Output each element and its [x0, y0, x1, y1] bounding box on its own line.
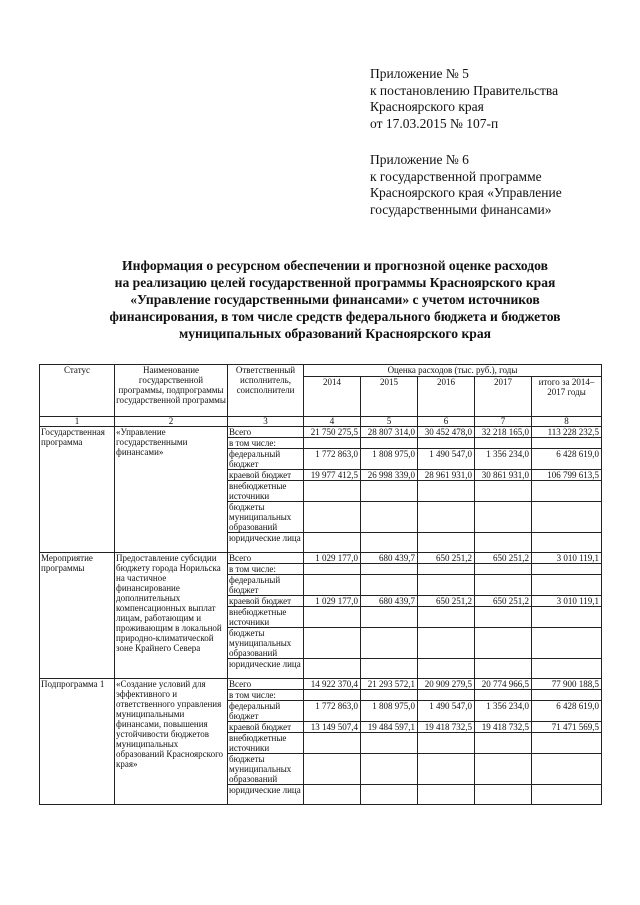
year-value-cell [418, 564, 475, 575]
year-value-cell [475, 564, 532, 575]
funding-source-label: Всего [228, 427, 304, 438]
year-value-cell [475, 754, 532, 785]
year-value-cell: 650 251,2 [418, 553, 475, 564]
funding-source-label: краевой бюджет [228, 722, 304, 733]
year-value-cell [361, 438, 418, 449]
year-value-cell [361, 690, 418, 701]
funding-source-label: юридические лица [228, 785, 304, 805]
year-value-cell: 28 961 931,0 [418, 470, 475, 481]
total-cell [532, 533, 602, 553]
year-value-cell [361, 754, 418, 785]
year-value-cell [304, 690, 361, 701]
year-value-cell [361, 481, 418, 502]
column-number: 2 [115, 417, 228, 427]
header-name: Наименование государственной программы, подпрограммы государственной программы [115, 365, 228, 417]
appendix-5-header [370, 66, 558, 132]
year-value-cell: 19 977 412,5 [304, 470, 361, 481]
total-cell: 71 471 569,5 [532, 722, 602, 733]
funding-source-label: внебюджетные источники [228, 481, 304, 502]
year-value-cell: 1 808 975,0 [361, 701, 418, 722]
year-value-cell [418, 690, 475, 701]
group-status: Подпрограмма 1 [40, 679, 115, 805]
year-value-cell: 680 439,7 [361, 596, 418, 607]
header-status: Статус [40, 365, 115, 417]
year-value-cell: 1 772 863,0 [304, 449, 361, 470]
year-value-cell [304, 438, 361, 449]
year-value-cell [418, 502, 475, 533]
year-value-cell: 19 484 597,1 [361, 722, 418, 733]
year-value-cell [475, 533, 532, 553]
year-value-cell: 1 490 547,0 [418, 701, 475, 722]
funding-source-label: в том числе: [228, 438, 304, 449]
year-value-cell [304, 533, 361, 553]
funding-source-label: федеральный бюджет [228, 449, 304, 470]
year-value-cell [418, 533, 475, 553]
header-year: 2014 [304, 377, 361, 417]
funding-source-label: юридические лица [228, 659, 304, 679]
header-year: 2016 [418, 377, 475, 417]
funding-source-label: внебюджетные источники [228, 607, 304, 628]
year-value-cell [418, 785, 475, 805]
header-estimate: Оценка расходов (тыс. руб.), годы [304, 365, 602, 377]
group-name: «Управление государственными финансами» [115, 427, 228, 553]
year-value-cell: 1 356 234,0 [475, 701, 532, 722]
year-value-cell: 14 922 370,4 [304, 679, 361, 690]
total-cell [532, 785, 602, 805]
year-value-cell [304, 607, 361, 628]
header-year: 2015 [361, 377, 418, 417]
year-value-cell [475, 628, 532, 659]
year-value-cell [418, 481, 475, 502]
funding-source-label: юридические лица [228, 533, 304, 553]
header-total: итого за 2014–2017 годы [532, 377, 602, 417]
year-value-cell: 1 029 177,0 [304, 553, 361, 564]
year-value-cell: 28 807 314,0 [361, 427, 418, 438]
year-value-cell [304, 575, 361, 596]
header-responsible: Ответственный исполнитель, соисполнители [228, 365, 304, 417]
year-value-cell: 13 149 507,4 [304, 722, 361, 733]
funding-source-label: бюджеты муниципальных образований [228, 628, 304, 659]
year-value-cell [418, 659, 475, 679]
group-status: Государственная программа [40, 427, 115, 553]
total-cell [532, 502, 602, 533]
title-line: муниципальных образований Красноярского края [178, 326, 491, 341]
funding-source-label: краевой бюджет [228, 596, 304, 607]
header-line: Красноярского края «Управление [370, 185, 562, 200]
year-value-cell [304, 481, 361, 502]
header-line: Приложение № 6 [370, 152, 469, 167]
total-cell [532, 607, 602, 628]
total-cell: 113 228 232,5 [532, 427, 602, 438]
year-value-cell [361, 502, 418, 533]
total-cell: 106 799 613,5 [532, 470, 602, 481]
title-line: «Управление государственными финансами» с учетом источников [130, 292, 540, 307]
year-value-cell [361, 607, 418, 628]
column-number: 1 [40, 417, 115, 427]
year-value-cell: 30 861 931,0 [475, 470, 532, 481]
column-number: 4 [304, 417, 361, 427]
header-line: Приложение № 5 [370, 66, 469, 81]
year-value-cell: 20 909 279,5 [418, 679, 475, 690]
year-value-cell [304, 628, 361, 659]
group-status: Мероприятие программы [40, 553, 115, 679]
total-cell [532, 628, 602, 659]
year-value-cell [361, 733, 418, 754]
year-value-cell [418, 575, 475, 596]
year-value-cell [361, 564, 418, 575]
total-cell [532, 575, 602, 596]
year-value-cell: 30 452 478,0 [418, 427, 475, 438]
table-row [40, 553, 602, 564]
year-value-cell: 1 772 863,0 [304, 701, 361, 722]
year-value-cell: 1 356 234,0 [475, 449, 532, 470]
year-value-cell: 21 293 572,1 [361, 679, 418, 690]
year-value-cell [304, 564, 361, 575]
funding-source-label: краевой бюджет [228, 470, 304, 481]
funding-source-label: внебюджетные источники [228, 733, 304, 754]
year-value-cell [361, 659, 418, 679]
funding-source-label: в том числе: [228, 564, 304, 575]
header-year: 2017 [475, 377, 532, 417]
year-value-cell: 1 029 177,0 [304, 596, 361, 607]
year-value-cell [475, 690, 532, 701]
total-cell: 6 428 619,0 [532, 701, 602, 722]
total-cell [532, 690, 602, 701]
funding-source-label: Всего [228, 679, 304, 690]
group-name: Предоставление субсидии бюджету города Норильска на частичное финансирование дополнительных компенсационных выплат лицам, работающим и проживающим в локальной природно-климатической зоне Крайнего Севера [115, 553, 228, 679]
year-value-cell [361, 533, 418, 553]
year-value-cell [361, 785, 418, 805]
title-line: финансирования, в том числе средств федерального бюджета и бюджетов [109, 309, 561, 324]
year-value-cell [361, 575, 418, 596]
year-value-cell [475, 607, 532, 628]
column-number: 3 [228, 417, 304, 427]
appendix-6-header [370, 152, 562, 218]
year-value-cell: 19 418 732,5 [418, 722, 475, 733]
year-value-cell [475, 733, 532, 754]
header-line: от 17.03.2015 № 107-п [370, 115, 499, 131]
column-number: 7 [475, 417, 532, 427]
year-value-cell: 1 808 975,0 [361, 449, 418, 470]
funding-source-label: Всего [228, 553, 304, 564]
year-value-cell: 650 251,2 [475, 596, 532, 607]
table-row [40, 679, 602, 690]
header-line: государственными финансами» [370, 201, 552, 217]
header-line: Красноярского края [370, 99, 484, 114]
year-value-cell [418, 438, 475, 449]
year-value-cell [361, 628, 418, 659]
year-value-cell [304, 785, 361, 805]
table-row [40, 427, 602, 438]
total-cell [532, 438, 602, 449]
year-value-cell [418, 733, 475, 754]
column-number: 5 [361, 417, 418, 427]
title-line: Информация о ресурсном обеспечении и прогнозной оценке расходов [122, 258, 548, 273]
year-value-cell [475, 502, 532, 533]
total-cell [532, 564, 602, 575]
year-value-cell [304, 502, 361, 533]
document-title [40, 257, 630, 342]
funding-source-label: федеральный бюджет [228, 575, 304, 596]
year-value-cell: 650 251,2 [418, 596, 475, 607]
year-value-cell: 20 774 966,5 [475, 679, 532, 690]
budget-table [39, 364, 602, 805]
total-cell [532, 481, 602, 502]
total-cell [532, 754, 602, 785]
funding-source-label: бюджеты муниципальных образований [228, 502, 304, 533]
year-value-cell: 26 998 339,0 [361, 470, 418, 481]
column-number: 8 [532, 417, 602, 427]
year-value-cell: 1 490 547,0 [418, 449, 475, 470]
funding-source-label: федеральный бюджет [228, 701, 304, 722]
header-line: к государственной программе [370, 168, 542, 184]
year-value-cell [418, 754, 475, 785]
header-line: к постановлению Правительства [370, 82, 559, 98]
total-cell [532, 659, 602, 679]
year-value-cell [475, 785, 532, 805]
group-name: «Создание условий для эффективного и ответственного управления муниципальными финансами, повышения устойчивости бюджетов муниципальных образований Красноярского края» [115, 679, 228, 805]
year-value-cell [475, 481, 532, 502]
year-value-cell [475, 659, 532, 679]
total-cell: 3 010 119,1 [532, 596, 602, 607]
year-value-cell: 21 750 275,5 [304, 427, 361, 438]
year-value-cell [475, 575, 532, 596]
total-cell: 77 900 188,5 [532, 679, 602, 690]
year-value-cell [475, 438, 532, 449]
title-line: на реализацию целей государственной программы Красноярского края [114, 275, 556, 290]
year-value-cell: 680 439,7 [361, 553, 418, 564]
column-number: 6 [418, 417, 475, 427]
year-value-cell [418, 628, 475, 659]
funding-source-label: бюджеты муниципальных образований [228, 754, 304, 785]
year-value-cell [304, 659, 361, 679]
year-value-cell: 32 218 165,0 [475, 427, 532, 438]
total-cell [532, 733, 602, 754]
year-value-cell [418, 607, 475, 628]
funding-source-label: в том числе: [228, 690, 304, 701]
year-value-cell [304, 754, 361, 785]
year-value-cell [304, 733, 361, 754]
year-value-cell: 650 251,2 [475, 553, 532, 564]
total-cell: 6 428 619,0 [532, 449, 602, 470]
column-number-row [40, 417, 602, 427]
total-cell: 3 010 119,1 [532, 553, 602, 564]
year-value-cell: 19 418 732,5 [475, 722, 532, 733]
